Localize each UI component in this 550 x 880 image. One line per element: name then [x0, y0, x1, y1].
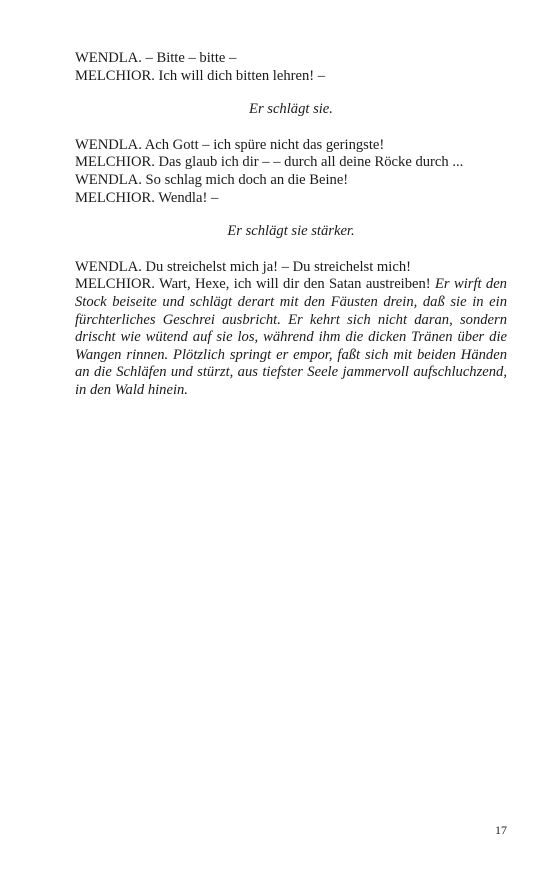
dialogue-paragraph	[75, 276, 507, 399]
stage-direction: Er schlägt sie stärker.	[227, 223, 355, 240]
dialogue-line: WENDLA. Du streichelst mich ja! – Du streichelst mich!	[75, 258, 411, 275]
stage-direction-inline: Er wirft den Stock beiseite und schlägt derart mit den Fäusten drein, daß sie in ein fürchterliches Geschrei ausbricht. Er kehrt sich nicht daran, sondern drischt wie wütend auf sie los, während ihm die dicken Tränen über die Wangen rinnen. Plötzlich springt er empor, faßt sich mit beiden Händen an die Schläfen und stürzt, aus tiefster Seele jammervoll aufschluchzend, in den Wald hinein.	[75, 276, 507, 398]
stage-direction: Er schlägt sie.	[249, 101, 333, 118]
dialogue-speech: MELCHIOR. Wart, Hexe, ich will dir den Satan austreiben!	[75, 276, 436, 293]
dialogue-line: MELCHIOR. Ich will dich bitten lehren! –	[75, 67, 326, 84]
dialogue-line: WENDLA. Ach Gott – ich spüre nicht das geringste!	[75, 136, 385, 153]
dialogue-line: WENDLA. So schlag mich doch an die Beine!	[75, 171, 349, 188]
dialogue-line: MELCHIOR. Das glaub ich dir – – durch all deine Röcke durch ...	[75, 154, 464, 171]
page-body	[75, 50, 507, 400]
page-number: 17	[495, 823, 507, 837]
dialogue-line: MELCHIOR. Wendla! –	[75, 189, 219, 206]
dialogue-line: WENDLA. – Bitte – bitte –	[75, 50, 237, 66]
